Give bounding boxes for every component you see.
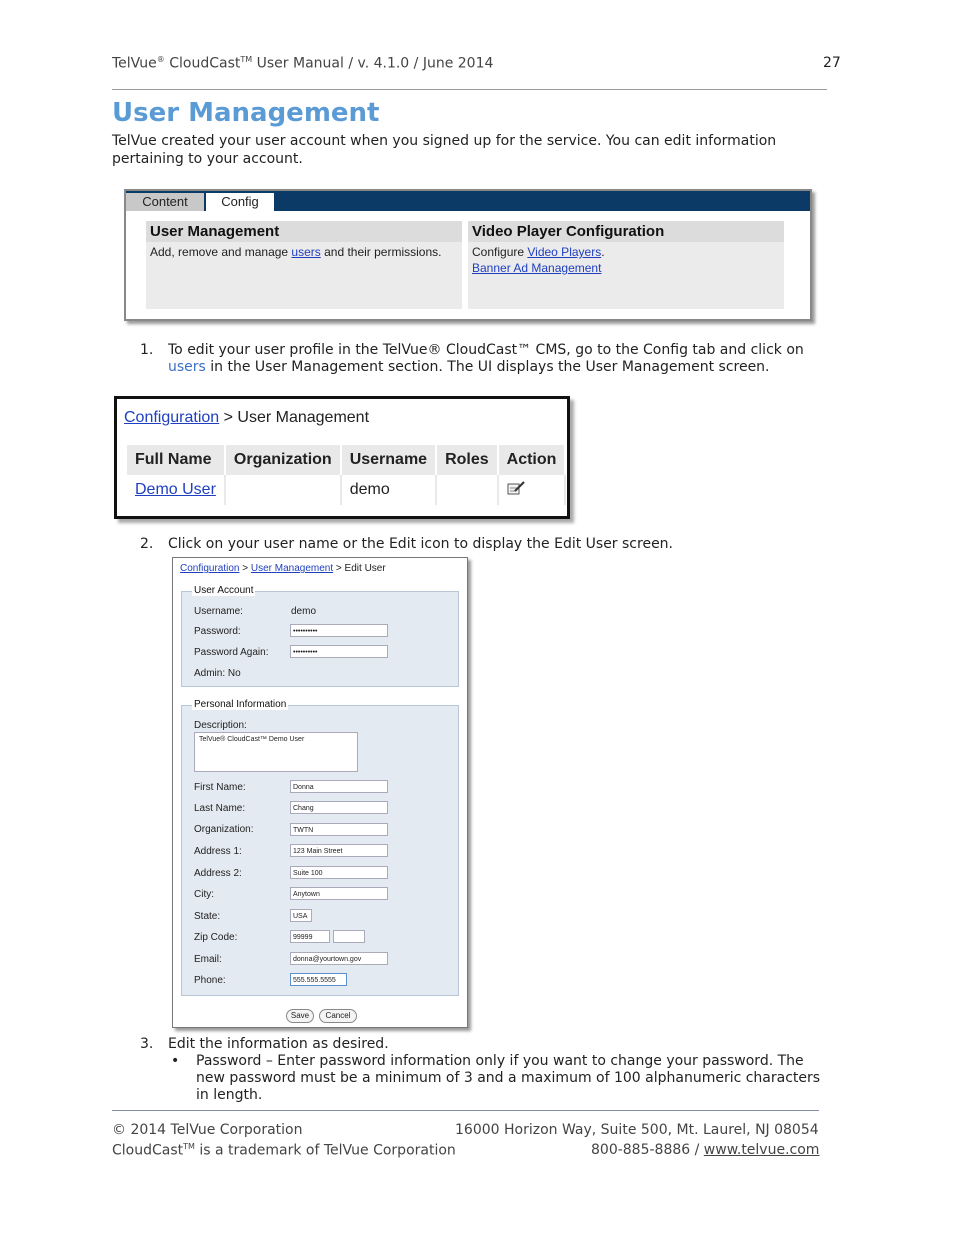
col-full-name: Full Name (127, 445, 225, 475)
table-header-row (127, 445, 565, 475)
step1-number: 1. (140, 342, 154, 358)
city-label: City: (194, 889, 214, 900)
tab-config[interactable]: Config (206, 193, 274, 211)
address1-input[interactable]: 123 Main Street (290, 844, 388, 857)
footer-tm-sup: TM (183, 1142, 195, 1151)
phone-label: Phone: (194, 975, 226, 986)
address2-label: Address 2: (194, 868, 242, 879)
bullet-icon: • (171, 1053, 180, 1069)
email-label: Email: (194, 954, 222, 965)
header-divider (112, 89, 827, 90)
breadcrumb-rest: > User Management (219, 409, 370, 426)
header-rest: User Manual / v. 4.1.0 / June 2014 (256, 55, 494, 72)
personal-info-fieldset (181, 699, 459, 996)
username-value: demo (291, 606, 317, 617)
breadcrumb (124, 409, 369, 427)
state-input[interactable]: USA (290, 909, 312, 922)
first-name-input[interactable]: Donna (290, 780, 388, 793)
col-username: Username (341, 445, 436, 475)
step2-text: Click on your user name or the Edit icon to display the Edit User screen. (168, 536, 674, 552)
users-link[interactable]: users (291, 245, 321, 259)
col-action: Action (498, 445, 566, 475)
footer-tm-product: CloudCast (112, 1142, 184, 1159)
crumb-rest: > Edit User (333, 563, 386, 574)
header-tm: TM (240, 55, 253, 64)
tab-content[interactable]: Content (126, 193, 204, 211)
user-management-text (146, 242, 462, 262)
password-input[interactable]: •••••••••• (290, 624, 388, 637)
password-bullet (196, 1053, 836, 1104)
footer-contact (591, 1142, 819, 1158)
vp-text-after: . (601, 245, 605, 259)
step2-number: 2. (140, 536, 154, 552)
configuration-link[interactable]: Configuration (124, 409, 220, 426)
email-input[interactable]: donna@yourtown.gov (290, 952, 388, 965)
step1-text-after: in the User Management section. The UI displays the User Management screen. (205, 359, 770, 375)
running-header (112, 55, 493, 72)
website-link[interactable]: www.telvue.com (703, 1142, 820, 1158)
bullet-line3: in length. (196, 1087, 263, 1103)
zip-input[interactable]: 99999 (290, 930, 330, 943)
password-again-input[interactable]: •••••••••• (290, 645, 388, 658)
video-players-link[interactable]: Video Players (527, 245, 602, 259)
description-label: Description: (194, 720, 247, 731)
um-text-before: Add, remove and manage (150, 245, 292, 259)
page-title: User Management (112, 98, 380, 128)
last-name-input[interactable]: Chang (290, 801, 388, 814)
col-organization: Organization (225, 445, 341, 475)
footer-tm-rest: is a trademark of TelVue Corporation (194, 1142, 456, 1159)
users-table (127, 445, 566, 505)
step3-number: 3. (140, 1036, 154, 1052)
header-reg: ® (156, 55, 165, 64)
footer-trademark (112, 1142, 456, 1159)
organization-input[interactable]: TWTN (290, 823, 388, 836)
crumb-configuration-link[interactable]: Configuration (180, 563, 240, 574)
description-textarea[interactable]: TelVue® CloudCast™ Demo User (194, 732, 358, 772)
personal-info-legend: Personal Information (194, 699, 287, 710)
zip-extension-input[interactable] (333, 930, 365, 943)
password-label: Password: (194, 626, 241, 637)
save-button[interactable]: Save (286, 1009, 314, 1023)
banner-ad-management-link[interactable]: Banner Ad Management (472, 261, 602, 275)
user-account-legend: User Account (194, 585, 254, 596)
crumb-sep: > (239, 563, 251, 574)
user-table-screenshot (114, 396, 570, 519)
cell-organization (225, 475, 341, 505)
cell-roles (436, 475, 498, 505)
phone-input[interactable]: 555.555.5555 (290, 973, 347, 986)
cell-action (498, 475, 566, 505)
footer-divider (112, 1110, 819, 1111)
step3-text: Edit the information as desired. (168, 1036, 389, 1052)
demo-user-link[interactable]: Demo User (135, 481, 216, 498)
last-name-label: Last Name: (194, 803, 246, 814)
step1-text-before: To edit your user profile in the TelVue® CloudCast™ CMS, go to the Config tab and click on (168, 342, 804, 358)
first-name-label: First Name: (194, 782, 246, 793)
edit-user-screenshot (172, 557, 468, 1028)
user-management-title: User Management (146, 221, 462, 242)
address1-label: Address 1: (194, 846, 242, 857)
edit-icon[interactable] (507, 480, 527, 496)
city-input[interactable]: Anytown (290, 887, 388, 900)
header-brand: TelVue (112, 55, 157, 72)
um-text-after: and their permissions. (320, 245, 442, 259)
bullet-line1: Password – Enter password information only if you want to change your password. The (196, 1053, 804, 1069)
zip-label: Zip Code: (194, 932, 238, 943)
col-roles: Roles (436, 445, 498, 475)
table-row (127, 475, 565, 505)
step1-text (168, 342, 828, 376)
video-player-text (468, 242, 784, 278)
bullet-line2: new password must be a minimum of 3 and a maximum of 100 alphanumeric characters (196, 1070, 821, 1086)
page-number: 27 (823, 55, 841, 71)
cell-username: demo (341, 475, 436, 505)
user-account-fieldset (181, 585, 459, 687)
header-product: CloudCast (169, 55, 241, 72)
vp-text-before: Configure (472, 245, 528, 259)
video-player-title: Video Player Configuration (468, 221, 784, 242)
step1-users-link[interactable]: users (168, 359, 206, 375)
password-again-label: Password Again: (194, 647, 269, 658)
state-label: State: (194, 911, 221, 922)
footer-phone: 800-885-8886 / (591, 1142, 704, 1158)
user-management-section (146, 221, 462, 309)
intro-paragraph: TelVue created your user account when you signed up for the service. You can edit information pertaining to your account. (112, 133, 777, 167)
username-label: Username: (194, 606, 243, 617)
footer-address: 16000 Horizon Way, Suite 500, Mt. Laurel, NJ 08054 (455, 1122, 819, 1138)
cancel-button[interactable]: Cancel (319, 1009, 357, 1023)
crumb-user-management-link[interactable]: User Management (250, 563, 334, 574)
address2-input[interactable]: Suite 100 (290, 866, 388, 879)
footer-copyright: © 2014 TelVue Corporation (112, 1122, 303, 1138)
edit-user-breadcrumb (180, 563, 386, 574)
video-player-section (468, 221, 784, 309)
admin-status: Admin: No (194, 668, 241, 679)
config-tabs-screenshot (124, 189, 812, 321)
organization-label: Organization: (194, 824, 254, 835)
